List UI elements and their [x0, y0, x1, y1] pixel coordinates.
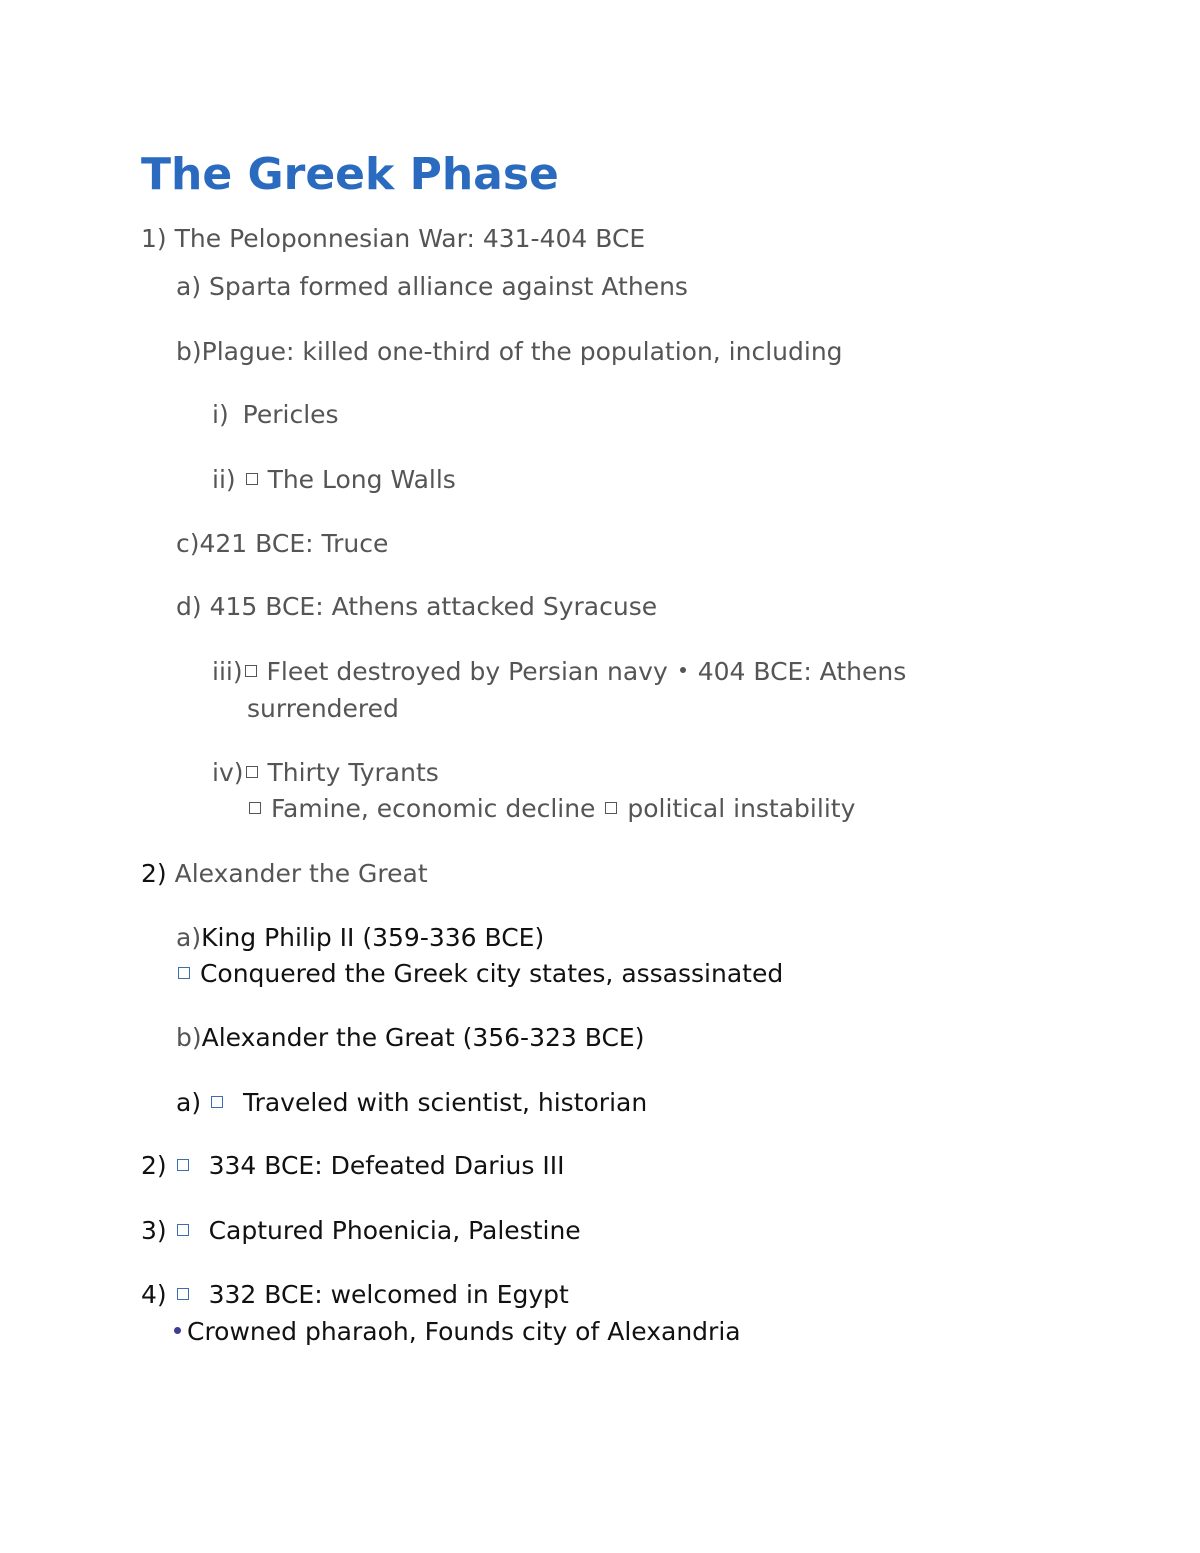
- page-title: The Greek Phase: [141, 149, 559, 200]
- outline-item-2b: [176, 1022, 644, 1054]
- empty-square-icon: [177, 1224, 189, 1236]
- item-text: Thirty Tyrants: [267, 758, 439, 787]
- outline-item-2: [141, 858, 428, 890]
- outline-item-3: [141, 1150, 564, 1182]
- item-text: The Peloponnesian War: 431-404 BCE: [174, 224, 646, 253]
- outline-item-1d-iii: [212, 656, 906, 688]
- item-text: 404 BCE: Athens: [697, 657, 907, 686]
- outline-item-1d: [176, 591, 657, 623]
- list-marker: iii): [212, 657, 243, 686]
- list-marker: c): [176, 529, 200, 558]
- empty-square-icon: [211, 1096, 223, 1108]
- empty-square-icon: [177, 1288, 189, 1300]
- list-marker: 2): [141, 1151, 167, 1180]
- list-marker: b): [176, 337, 202, 366]
- item-text: Captured Phoenicia, Palestine: [208, 1216, 581, 1245]
- item-text: surrendered: [247, 694, 399, 723]
- list-marker: a): [176, 1088, 202, 1117]
- item-text: 334 BCE: Defeated Darius III: [208, 1151, 565, 1180]
- item-text: The Long Walls: [267, 465, 456, 494]
- list-marker: i): [212, 400, 229, 429]
- list-marker: b): [176, 1023, 202, 1052]
- list-marker: 3): [141, 1216, 167, 1245]
- item-text: 332 BCE: welcomed in Egypt: [208, 1280, 569, 1309]
- item-text: Fleet destroyed by Persian navy: [266, 657, 668, 686]
- item-text: Sparta formed alliance against Athens: [209, 272, 688, 301]
- outline-item-1d-iii-continued: [247, 693, 399, 725]
- bullet-dot-icon: [174, 1327, 181, 1334]
- item-text: King Philip II (359-336 BCE): [201, 923, 545, 952]
- outline-item-2a-sub: [176, 958, 783, 990]
- outline-item-2b-a: [176, 1087, 647, 1119]
- list-marker: d): [176, 592, 202, 621]
- empty-square-icon: [177, 1159, 189, 1171]
- list-marker: iv): [212, 758, 244, 787]
- list-marker: ii): [212, 465, 236, 494]
- item-text: Famine, economic decline: [270, 794, 596, 823]
- item-text: political instability: [627, 794, 856, 823]
- item-text: 421 BCE: Truce: [199, 529, 389, 558]
- list-marker: a): [176, 272, 202, 301]
- outline-item-1a: [176, 271, 688, 303]
- list-marker: a): [176, 923, 202, 952]
- item-text: Crowned pharaoh, Founds city of Alexandria: [187, 1317, 741, 1346]
- list-marker: 4): [141, 1280, 167, 1309]
- empty-square-icon: [245, 665, 257, 677]
- empty-square-icon: [249, 802, 261, 814]
- outline-item-1c: [176, 528, 388, 560]
- outline-item-5-sub: [172, 1316, 741, 1348]
- item-text: 415 BCE: Athens attacked Syracuse: [209, 592, 658, 621]
- outline-item-1b: [176, 336, 843, 368]
- item-text: Alexander the Great: [174, 859, 428, 888]
- item-text: Conquered the Greek city states, assassinated: [199, 959, 784, 988]
- outline-item-1d-iv: [212, 757, 439, 789]
- empty-square-icon: [246, 473, 258, 485]
- list-marker: 1): [141, 224, 167, 253]
- empty-square-icon: [605, 802, 617, 814]
- outline-item-1: [141, 223, 645, 255]
- item-text: Plague: killed one-third of the population, including: [201, 337, 843, 366]
- outline-item-1d-iv-sub: [247, 793, 855, 825]
- outline-item-4: [141, 1215, 581, 1247]
- item-text: Pericles: [242, 400, 339, 429]
- item-text: Alexander the Great (356-323 BCE): [201, 1023, 645, 1052]
- outline-item-2a: [176, 922, 544, 954]
- outline-item-1b-ii: [212, 464, 456, 496]
- empty-square-icon: [178, 967, 190, 979]
- empty-square-icon: [246, 766, 258, 778]
- bullet-dot-icon: [680, 667, 686, 673]
- outline-item-5: [141, 1279, 569, 1311]
- item-text: Traveled with scientist, historian: [242, 1088, 648, 1117]
- list-marker: 2): [141, 859, 167, 888]
- outline-item-1b-i: [212, 399, 339, 431]
